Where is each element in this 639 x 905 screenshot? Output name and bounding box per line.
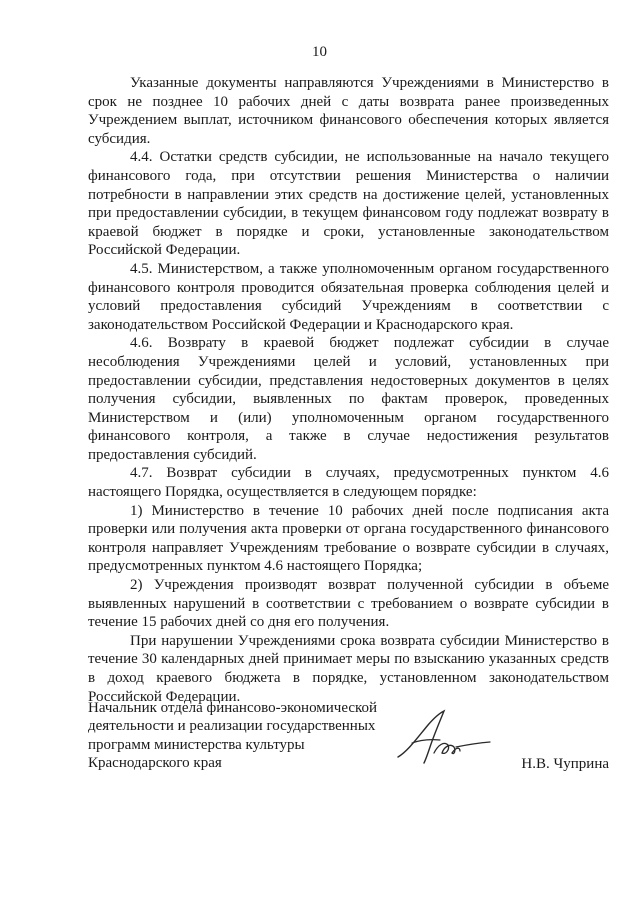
- signature-block: [88, 699, 609, 779]
- position-line: Краснодарского края: [88, 755, 222, 772]
- paragraph-4-5: 4.5. Министерством, а также уполномоченным органом государственного финансового контроля проводится обязательная проверка соблюдения целей и условий предоставления субсидий Учреждениям в соответствии с законодательством Российской Федерации и Краснодарского края.: [88, 260, 609, 333]
- position-line: Начальник отдела финансово-экономической: [88, 700, 378, 716]
- signatory-name: Н.В. Чуприна: [521, 756, 609, 772]
- paragraph-item-2: 2) Учреждения производят возврат полученной субсидии в объеме выявленных нарушений в соответствии с требованием о возврате субсидии в течение 15 рабочих дней со дня его получения.: [88, 577, 609, 631]
- signatory-position: [88, 699, 408, 773]
- paragraph-violation: При нарушении Учреждениями срока возврата субсидии Министерство в течение 30 календарных дней принимает меры по взысканию указанных средств в доход краевого бюджета в порядке, установленном законодательством Российской Федерации.: [88, 632, 609, 705]
- paragraph-item-1: 1) Министерство в течение 10 рабочих дней после подписания акта проверки или получения акта проверки от органа государственного финансового контроля направляет Учреждениям требование о возврате субсидии в случаях, предусмотренных пунктом 4.6 настоящего Порядка;: [88, 502, 609, 575]
- paragraph-4-4: 4.4. Остатки средств субсидии, не использованные на начало текущего финансового года, при отсутствии решения Министерства о наличии потребности в направлении этих средств на достижение целей, установленных при предоставлении субсидии, в текущем финансовом году подлежат возврату в краевой бюджет в порядке и сроки, установленные законодательством Российской Федерации.: [88, 149, 609, 259]
- position-line: программ министерства культуры: [88, 736, 305, 753]
- position-line: деятельности и реализации государственных: [88, 718, 376, 735]
- signature-stroke: [456, 742, 490, 747]
- handwritten-signature: [394, 707, 494, 767]
- paragraph-4-7: 4.7. Возврат субсидии в случаях, предусмотренных пунктом 4.6 настоящего Порядка, осуществляется в следующем порядке:: [88, 465, 609, 501]
- signature-stroke: [398, 711, 444, 763]
- page-number: 10: [312, 44, 327, 60]
- signature-stroke: [434, 743, 460, 753]
- paragraph-4-6: 4.6. Возврату в краевой бюджет подлежат субсидии в случае несоблюдения Учреждениями целей и условий, установленных при предоставлении субсидии, представления недостоверных документов в целях получения субсидии, выявленных по фактам проверок, проведенных Министерством и (или) уполномоченным органом государственного финансового контроля, а также в случае недостижения результатов предоставления субсидий.: [88, 335, 609, 463]
- body-text: [88, 74, 609, 706]
- paragraph-documents-submission: Указанные документы направляются Учреждениями в Министерство в срок не позднее 10 рабочих дней с даты возврата ранее произведенных Учреждением выплат, источником финансового обеспечения которых является субсидия.: [88, 75, 609, 147]
